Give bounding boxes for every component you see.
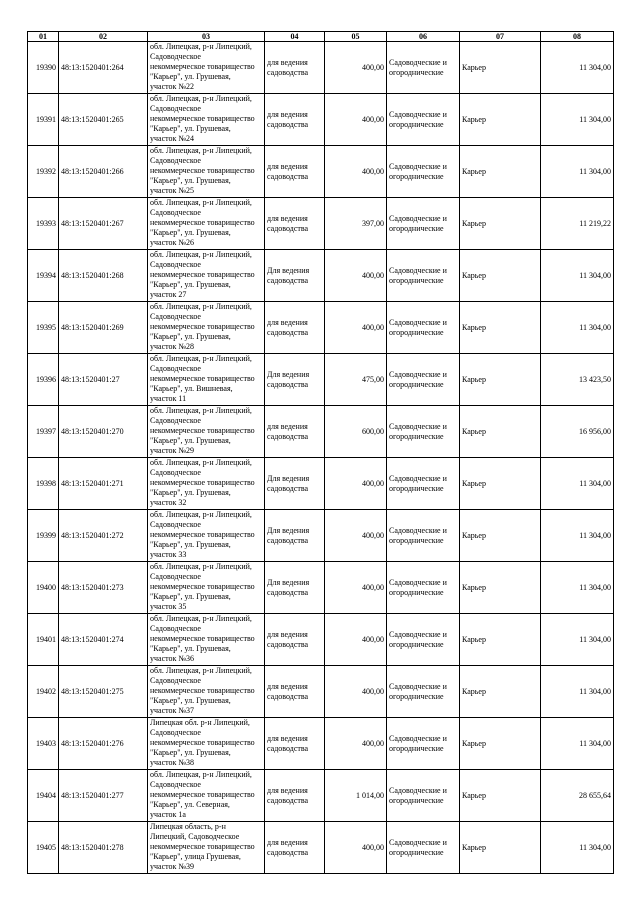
- row-number-cell: 19395: [28, 302, 59, 354]
- land-category-cell: Садоводческие и огороднические: [387, 250, 460, 302]
- cadastral-value-cell: 11 219,22: [541, 198, 614, 250]
- address-cell: [148, 718, 265, 770]
- table-row: [28, 770, 614, 822]
- area-cell: 400,00: [325, 146, 387, 198]
- permitted-use-cell: для ведения садоводства: [265, 406, 325, 458]
- address-text: обл. Липецкая, р-н Липецкий, Садоводческое некоммерческое товарищество "Карьер", ул. Грушевая, участок №22: [150, 42, 255, 91]
- address-cell: [148, 822, 265, 874]
- area-cell: 400,00: [325, 458, 387, 510]
- cadastral-number-cell: 48:13:1520401:271: [59, 458, 148, 510]
- permitted-use-cell: Для ведения садоводства: [265, 250, 325, 302]
- address-cell: [148, 354, 265, 406]
- land-category-cell: Садоводческие и огороднические: [387, 94, 460, 146]
- cadastral-number-cell: 48:13:1520401:270: [59, 406, 148, 458]
- area-cell: 397,00: [325, 198, 387, 250]
- header-row: [28, 32, 614, 42]
- area-cell: 400,00: [325, 42, 387, 94]
- partnership-cell: Карьер: [460, 250, 541, 302]
- cadastral-value-cell: 11 304,00: [541, 42, 614, 94]
- cadastral-number-cell: 48:13:1520401:269: [59, 302, 148, 354]
- area-cell: 400,00: [325, 666, 387, 718]
- land-category-cell: Садоводческие и огороднические: [387, 666, 460, 718]
- row-number-cell: 19401: [28, 614, 59, 666]
- row-number-cell: 19399: [28, 510, 59, 562]
- column-header: 03: [148, 32, 265, 42]
- area-cell: 400,00: [325, 250, 387, 302]
- partnership-cell: Карьер: [460, 42, 541, 94]
- row-number-cell: 19393: [28, 198, 59, 250]
- table-row: [28, 614, 614, 666]
- cadastral-number-cell: 48:13:1520401:264: [59, 42, 148, 94]
- partnership-cell: Карьер: [460, 302, 541, 354]
- address-text: обл. Липецкая, р-н Липецкий, Садоводческое некоммерческое товарищество "Карьер", ул. Грушевая, участок №29: [150, 406, 255, 455]
- partnership-cell: Карьер: [460, 146, 541, 198]
- land-category-cell: Садоводческие и огороднические: [387, 458, 460, 510]
- table-row: [28, 406, 614, 458]
- address-text: Липецкая область, р-н Липецкий, Садоводческое некоммерческое товарищество "Карьер", улица Грушевая, участок №39: [150, 822, 255, 871]
- cadastral-value-cell: 16 956,00: [541, 406, 614, 458]
- cadastral-value-cell: 11 304,00: [541, 302, 614, 354]
- row-number-cell: 19390: [28, 42, 59, 94]
- column-header: 06: [387, 32, 460, 42]
- area-cell: 600,00: [325, 406, 387, 458]
- address-cell: [148, 458, 265, 510]
- partnership-cell: Карьер: [460, 198, 541, 250]
- table-row: [28, 822, 614, 874]
- cadastral-number-cell: 48:13:1520401:267: [59, 198, 148, 250]
- row-number-cell: 19403: [28, 718, 59, 770]
- area-cell: 400,00: [325, 510, 387, 562]
- table-row: [28, 198, 614, 250]
- cadastral-value-cell: 11 304,00: [541, 562, 614, 614]
- cadastral-number-cell: 48:13:1520401:276: [59, 718, 148, 770]
- address-text: обл. Липецкая, р-н Липецкий, Садоводческое некоммерческое товарищество "Карьер", ул. Грушевая, участок №25: [150, 146, 255, 195]
- area-cell: 400,00: [325, 718, 387, 770]
- land-category-cell: Садоводческие и огороднические: [387, 302, 460, 354]
- land-category-cell: Садоводческие и огороднические: [387, 822, 460, 874]
- permitted-use-cell: для ведения садоводства: [265, 822, 325, 874]
- address-text: обл. Липецкая, р-н Липецкий, Садоводческое некоммерческое товарищество "Карьер", ул. Грушевая, участок 27: [150, 250, 255, 299]
- partnership-cell: Карьер: [460, 458, 541, 510]
- table-row: [28, 562, 614, 614]
- permitted-use-cell: Для ведения садоводства: [265, 510, 325, 562]
- land-category-cell: Садоводческие и огороднические: [387, 614, 460, 666]
- permitted-use-cell: для ведения садоводства: [265, 94, 325, 146]
- land-category-cell: Садоводческие и огороднические: [387, 354, 460, 406]
- address-cell: [148, 562, 265, 614]
- address-cell: [148, 770, 265, 822]
- partnership-cell: Карьер: [460, 354, 541, 406]
- row-number-cell: 19397: [28, 406, 59, 458]
- column-header: 08: [541, 32, 614, 42]
- cadastral-number-cell: 48:13:1520401:272: [59, 510, 148, 562]
- land-category-cell: Садоводческие и огороднические: [387, 562, 460, 614]
- permitted-use-cell: для ведения садоводства: [265, 42, 325, 94]
- land-category-cell: Садоводческие и огороднические: [387, 718, 460, 770]
- address-text: обл. Липецкая, р-н Липецкий, Садоводческое некоммерческое товарищество "Карьер", ул. Грушевая, участок №37: [150, 666, 255, 715]
- table-row: [28, 458, 614, 510]
- table-row: [28, 146, 614, 198]
- partnership-cell: Карьер: [460, 510, 541, 562]
- address-cell: [148, 250, 265, 302]
- permitted-use-cell: Для ведения садоводства: [265, 562, 325, 614]
- land-category-cell: Садоводческие и огороднические: [387, 510, 460, 562]
- cadastral-number-cell: 48:13:1520401:277: [59, 770, 148, 822]
- column-header: 05: [325, 32, 387, 42]
- partnership-cell: Карьер: [460, 770, 541, 822]
- row-number-cell: 19391: [28, 94, 59, 146]
- permitted-use-cell: Для ведения садоводства: [265, 354, 325, 406]
- partnership-cell: Карьер: [460, 614, 541, 666]
- address-text: обл. Липецкая, р-н Липецкий, Садоводческое некоммерческое товарищество "Карьер", ул. Грушевая, участок №26: [150, 198, 255, 247]
- address-cell: [148, 42, 265, 94]
- table-row: [28, 302, 614, 354]
- address-text: обл. Липецкая, р-н Липецкий, Садоводческое некоммерческое товарищество "Карьер", ул. Вишневая, участок 11: [150, 354, 255, 403]
- area-cell: 400,00: [325, 302, 387, 354]
- permitted-use-cell: для ведения садоводства: [265, 666, 325, 718]
- area-cell: 475,00: [325, 354, 387, 406]
- partnership-cell: Карьер: [460, 822, 541, 874]
- table-row: [28, 354, 614, 406]
- table-row: [28, 510, 614, 562]
- land-registry-table: [27, 31, 614, 874]
- cadastral-number-cell: 48:13:1520401:273: [59, 562, 148, 614]
- cadastral-number-cell: 48:13:1520401:266: [59, 146, 148, 198]
- area-cell: 400,00: [325, 562, 387, 614]
- address-cell: [148, 406, 265, 458]
- partnership-cell: Карьер: [460, 666, 541, 718]
- cadastral-value-cell: 28 655,64: [541, 770, 614, 822]
- address-text: обл. Липецкая, р-н Липецкий, Садоводческое некоммерческое товарищество "Карьер", ул. Северная, участок 1а: [150, 770, 255, 819]
- row-number-cell: 19400: [28, 562, 59, 614]
- column-header: 04: [265, 32, 325, 42]
- address-cell: [148, 146, 265, 198]
- row-number-cell: 19402: [28, 666, 59, 718]
- cadastral-value-cell: 11 304,00: [541, 146, 614, 198]
- address-text: обл. Липецкая, р-н Липецкий, Садоводческое некоммерческое товарищество "Карьер", ул. Грушевая, участок 35: [150, 562, 255, 611]
- address-text: обл. Липецкая, р-н Липецкий, Садоводческое некоммерческое товарищество "Карьер", ул. Грушевая, участок №28: [150, 302, 255, 351]
- cadastral-value-cell: 11 304,00: [541, 94, 614, 146]
- column-header: 02: [59, 32, 148, 42]
- permitted-use-cell: для ведения садоводства: [265, 614, 325, 666]
- cadastral-value-cell: 11 304,00: [541, 666, 614, 718]
- table-row: [28, 94, 614, 146]
- address-text: обл. Липецкая, р-н Липецкий, Садоводческое некоммерческое товарищество "Карьер", ул. Грушевая, участок №36: [150, 614, 255, 663]
- permitted-use-cell: для ведения садоводства: [265, 198, 325, 250]
- address-text: обл. Липецкая, р-н Липецкий, Садоводческое некоммерческое товарищество "Карьер", ул. Грушевая, участок №24: [150, 94, 255, 143]
- row-number-cell: 19396: [28, 354, 59, 406]
- row-number-cell: 19405: [28, 822, 59, 874]
- area-cell: 400,00: [325, 822, 387, 874]
- address-cell: [148, 510, 265, 562]
- permitted-use-cell: Для ведения садоводства: [265, 458, 325, 510]
- column-header: 07: [460, 32, 541, 42]
- land-category-cell: Садоводческие и огороднические: [387, 198, 460, 250]
- area-cell: 400,00: [325, 94, 387, 146]
- address-text: обл. Липецкая, р-н Липецкий, Садоводческое некоммерческое товарищество "Карьер", ул. Грушевая, участок 33: [150, 510, 255, 559]
- cadastral-number-cell: 48:13:1520401:278: [59, 822, 148, 874]
- cadastral-value-cell: 11 304,00: [541, 822, 614, 874]
- column-header: 01: [28, 32, 59, 42]
- cadastral-value-cell: 11 304,00: [541, 718, 614, 770]
- land-category-cell: Садоводческие и огороднические: [387, 770, 460, 822]
- address-cell: [148, 94, 265, 146]
- row-number-cell: 19398: [28, 458, 59, 510]
- land-category-cell: Садоводческие и огороднические: [387, 42, 460, 94]
- table-row: [28, 42, 614, 94]
- permitted-use-cell: для ведения садоводства: [265, 146, 325, 198]
- partnership-cell: Карьер: [460, 94, 541, 146]
- land-category-cell: Садоводческие и огороднические: [387, 406, 460, 458]
- address-cell: [148, 614, 265, 666]
- cadastral-value-cell: 11 304,00: [541, 458, 614, 510]
- cadastral-value-cell: 13 423,50: [541, 354, 614, 406]
- table-row: [28, 250, 614, 302]
- address-cell: [148, 302, 265, 354]
- partnership-cell: Карьер: [460, 562, 541, 614]
- row-number-cell: 19404: [28, 770, 59, 822]
- partnership-cell: Карьер: [460, 718, 541, 770]
- partnership-cell: Карьер: [460, 406, 541, 458]
- cadastral-value-cell: 11 304,00: [541, 614, 614, 666]
- table-row: [28, 718, 614, 770]
- cadastral-number-cell: 48:13:1520401:27: [59, 354, 148, 406]
- land-category-cell: Садоводческие и огороднические: [387, 146, 460, 198]
- cadastral-value-cell: 11 304,00: [541, 250, 614, 302]
- address-cell: [148, 198, 265, 250]
- address-text: Липецкая обл. р-н Липецкий, Садоводческое некоммерческое товарищество "Карьер", ул. Грушевая, участок №38: [150, 718, 255, 767]
- permitted-use-cell: для ведения садоводства: [265, 770, 325, 822]
- area-cell: 400,00: [325, 614, 387, 666]
- row-number-cell: 19394: [28, 250, 59, 302]
- cadastral-number-cell: 48:13:1520401:275: [59, 666, 148, 718]
- area-cell: 1 014,00: [325, 770, 387, 822]
- permitted-use-cell: для ведения садоводства: [265, 718, 325, 770]
- table-row: [28, 666, 614, 718]
- row-number-cell: 19392: [28, 146, 59, 198]
- cadastral-number-cell: 48:13:1520401:268: [59, 250, 148, 302]
- cadastral-value-cell: 11 304,00: [541, 510, 614, 562]
- address-cell: [148, 666, 265, 718]
- address-text: обл. Липецкая, р-н Липецкий, Садоводческое некоммерческое товарищество "Карьер", ул. Грушевая, участок 32: [150, 458, 255, 507]
- cadastral-number-cell: 48:13:1520401:274: [59, 614, 148, 666]
- permitted-use-cell: для ведения садоводства: [265, 302, 325, 354]
- cadastral-number-cell: 48:13:1520401:265: [59, 94, 148, 146]
